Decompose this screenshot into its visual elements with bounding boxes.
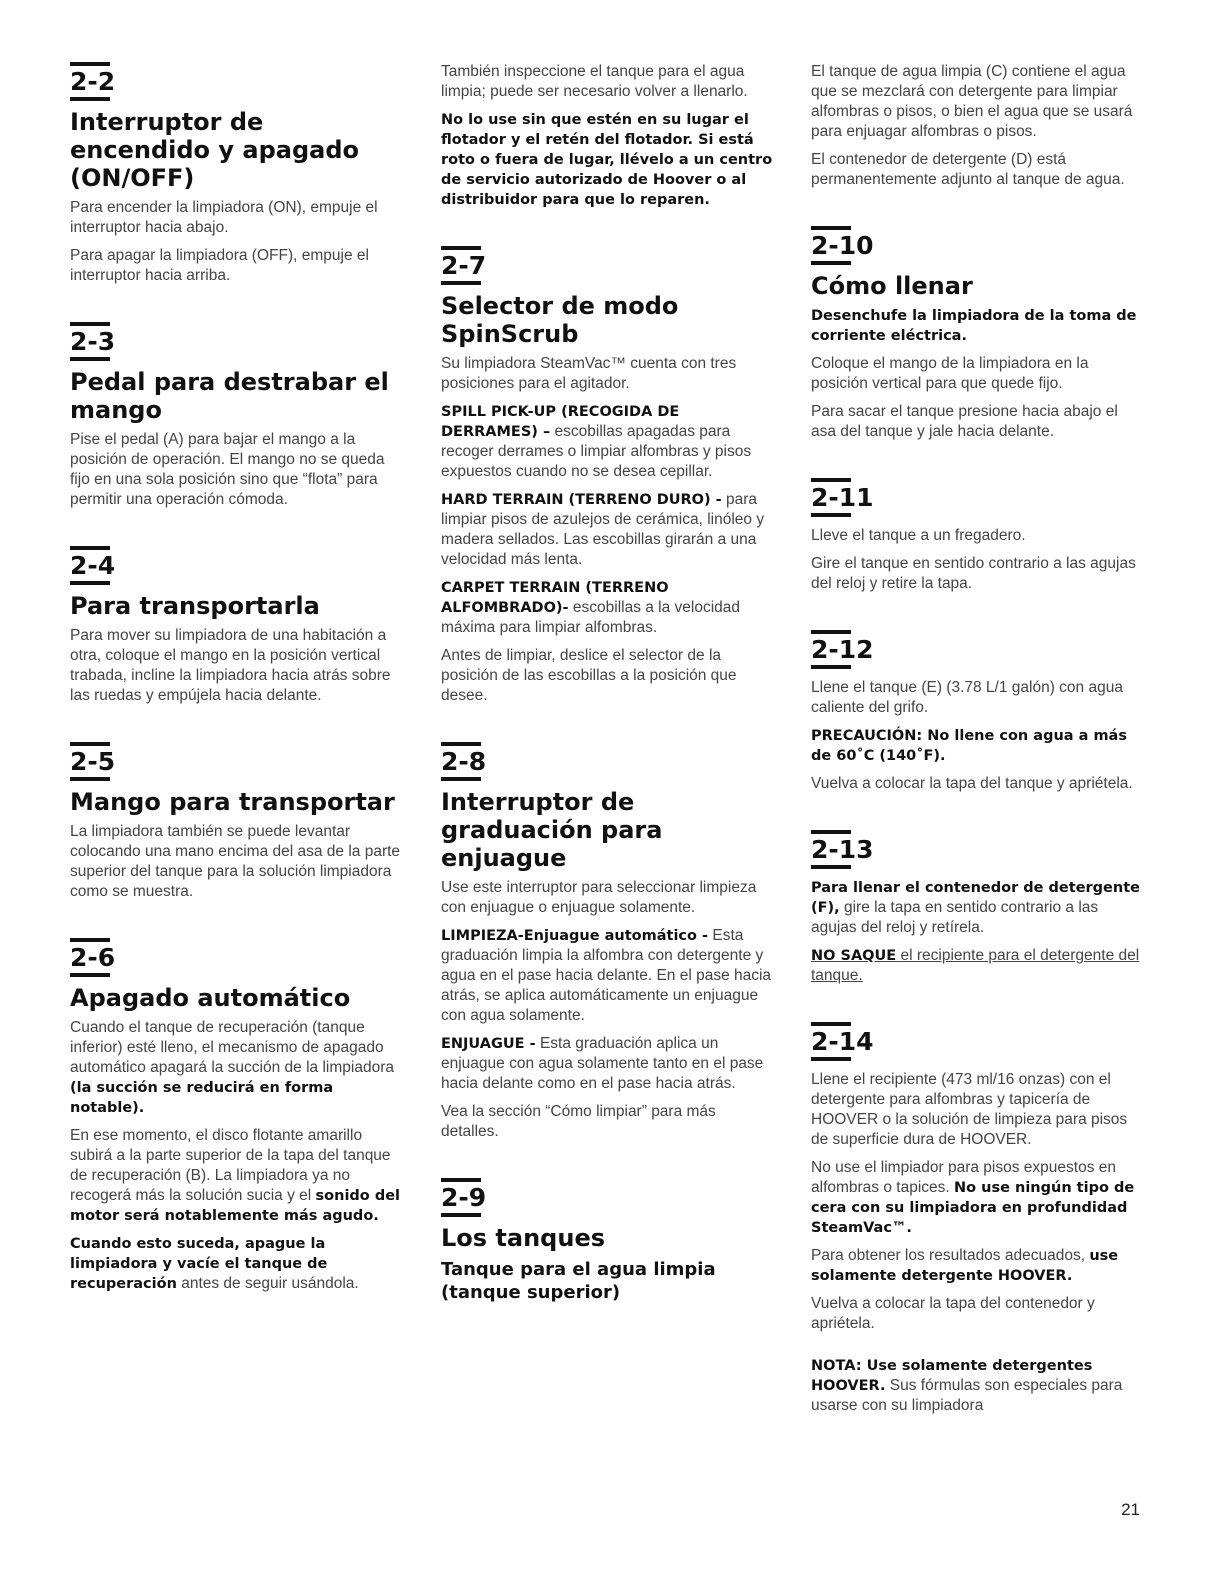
text-run: el recipiente para el detergente del tanque. bbox=[811, 947, 1140, 984]
column-3 bbox=[811, 62, 1147, 1424]
column-1 bbox=[70, 62, 406, 1302]
paragraph: Para encender la limpiadora (ON), empuje el interruptor hacia abajo. bbox=[70, 199, 378, 236]
paragraph bbox=[70, 1126, 406, 1226]
paragraph: También inspeccione el tanque para el agua limpia; puede ser necesario volver a llenarlo. bbox=[441, 63, 748, 100]
paragraph: Vuelva a colocar la tapa del tanque y apriétela. bbox=[811, 775, 1133, 792]
section-2-5 bbox=[70, 742, 406, 902]
text-run: antes de seguir usándola. bbox=[176, 1275, 359, 1292]
bold-text: NOTA: Use solamente detergentes HOOVER. bbox=[811, 1358, 1093, 1394]
paragraph bbox=[70, 1018, 406, 1118]
paragraph: Coloque el mango de la limpiadora en la posición vertical para que quede fijo. bbox=[811, 355, 1089, 392]
bold-text: CARPET TERRAIN (TERRENO ALFOMBRADO)- bbox=[441, 580, 669, 616]
section-title: Cómo llenar bbox=[811, 272, 973, 300]
text-run: No use el limpiador para pisos expuestos en alfombras o tapices. bbox=[811, 1159, 1117, 1196]
section-number: 2-5 bbox=[70, 742, 115, 776]
column-2 bbox=[441, 62, 777, 1304]
text-run: Esta graduación limpia la alfombra con detergente y agua en el pase hacia delante. En el pase hacia atrás, se aplica automáticamente un enjuague con agua solamente. bbox=[441, 927, 772, 1024]
text-run: Esta graduación aplica un enjuague con agua solamente tanto en el pase hacia delante como en el pase hacia atrás. bbox=[441, 1035, 764, 1092]
bold-text: LIMPIEZA-Enjuague automático - bbox=[441, 928, 709, 944]
tank-inspection-intro bbox=[441, 62, 777, 210]
section-2-3 bbox=[70, 322, 406, 510]
bold-text: (la succión se reducirá en forma notable). bbox=[70, 1080, 334, 1116]
text-run: para limpiar pisos de azulejos de cerámica, linóleo y madera sellados. Las escobillas girarán a una velocidad más lenta. bbox=[441, 491, 765, 568]
bold-text: ENJUAGUE - bbox=[441, 1036, 536, 1052]
section-2-14 bbox=[811, 1022, 1147, 1416]
paragraph bbox=[811, 946, 1147, 986]
bold-text: Para llenar el contenedor de detergente (F), bbox=[811, 880, 1140, 916]
bold-text: SPILL PICK-UP (RECOGIDA DE DERRAMES) – bbox=[441, 404, 680, 440]
text-run: En ese momento, el disco flotante amarillo subirá a la parte superior de la tapa del tanque de recuperación (B). La limpiadora ya no recogerá más la solución sucia y el bbox=[70, 1127, 391, 1204]
page-number: 21 bbox=[1121, 1500, 1140, 1519]
paragraph: Pise el pedal (A) para bajar el mango a la posición de operación. El mango no se queda fijo en una sola posición sino que “flota” para permitir una operación cómoda. bbox=[70, 431, 385, 508]
paragraph: Llene el recipiente (473 ml/16 onzas) con el detergente para alfombras y tapicería de HOOVER o la solución de limpieza para pisos de superficie dura de HOOVER. bbox=[811, 1071, 1128, 1148]
section-2-11 bbox=[811, 478, 1147, 594]
section-number: 2-2 bbox=[70, 62, 115, 96]
paragraph: Para apagar la limpiadora (OFF), empuje el interruptor hacia arriba. bbox=[70, 247, 369, 284]
paragraph: Use este interruptor para seleccionar limpieza con enjuague o enjuague solamente. bbox=[441, 879, 757, 916]
section-number: 2-6 bbox=[70, 938, 115, 972]
section-2-12 bbox=[811, 630, 1147, 794]
text-run: Para obtener los resultados adecuados, bbox=[811, 1247, 1090, 1264]
section-number: 2-4 bbox=[70, 546, 115, 580]
note-paragraph bbox=[811, 1356, 1147, 1416]
paragraph: Su limpiadora SteamVac™ cuenta con tres posiciones para el agitador. bbox=[441, 355, 737, 392]
section-subtitle: Tanque para el agua limpia (tanque superior) bbox=[441, 1259, 716, 1303]
text-run: Cuando el tanque de recuperación (tanque inferior) esté lleno, el mecanismo de apagado automático apagará la succión de la limpiadora bbox=[70, 1019, 394, 1076]
paragraph bbox=[811, 1158, 1147, 1238]
section-title: Mango para transportar bbox=[70, 788, 395, 816]
paragraph bbox=[441, 926, 777, 1026]
warning-paragraph: No lo use sin que estén en su lugar el flotador y el retén del flotador. Si está roto o fuera de lugar, llévelo a un centro de servicio autorizado de Hoover o al distribuidor para que lo reparen. bbox=[441, 112, 773, 208]
paragraph bbox=[441, 1034, 777, 1094]
paragraph: Para sacar el tanque presione hacia abajo el asa del tanque y jale hacia delante. bbox=[811, 403, 1118, 440]
paragraph bbox=[70, 1234, 406, 1294]
bold-text: NO SAQUE bbox=[811, 948, 897, 964]
paragraph bbox=[441, 490, 777, 570]
section-number: 2-9 bbox=[441, 1178, 486, 1212]
paragraph: El tanque de agua limpia (C) contiene el agua que se mezclará con detergente para limpiar alfombras o pisos, o bien el agua que se usará para enjuagar alfombras o pisos. bbox=[811, 63, 1133, 140]
section-number: 2-8 bbox=[441, 742, 486, 776]
text-run: gire la tapa en sentido contrario a las agujas del reloj y retírela. bbox=[811, 899, 1099, 936]
section-number: 2-13 bbox=[811, 830, 874, 864]
section-2-13 bbox=[811, 830, 1147, 986]
paragraph: La limpiadora también se puede levantar colocando una mano encima del asa de la parte superior del tanque para la solución limpiadora como se muestra. bbox=[70, 823, 401, 900]
bold-text: sonido del motor será notablemente más agudo. bbox=[70, 1188, 401, 1224]
section-2-6 bbox=[70, 938, 406, 1294]
paragraph bbox=[441, 402, 777, 482]
paragraph: Vea la sección “Cómo limpiar” para más detalles. bbox=[441, 1103, 716, 1140]
paragraph: Gire el tanque en sentido contrario a las agujas del reloj y retire la tapa. bbox=[811, 555, 1136, 592]
clean-water-tank-intro bbox=[811, 62, 1147, 190]
bold-paragraph: Desenchufe la limpiadora de la toma de corriente eléctrica. bbox=[811, 308, 1137, 344]
paragraph bbox=[811, 878, 1147, 938]
paragraph bbox=[441, 578, 777, 638]
paragraph: Vuelva a colocar la tapa del contenedor y apriételа. bbox=[811, 1295, 1095, 1332]
section-number: 2-12 bbox=[811, 630, 874, 664]
section-number: 2-3 bbox=[70, 322, 115, 356]
section-2-8 bbox=[441, 742, 777, 1142]
text-run: escobillas a la velocidad máxima para limpiar alfombras. bbox=[441, 599, 741, 636]
section-2-9 bbox=[441, 1178, 777, 1304]
paragraph bbox=[811, 1246, 1147, 1286]
paragraph: Antes de limpiar, deslice el selector de la posición de las escobillas a la posición que desee. bbox=[441, 647, 737, 704]
paragraph: Llene el tanque (E) (3.78 L/1 galón) con agua caliente del grifo. bbox=[811, 679, 1123, 716]
section-number: 2-11 bbox=[811, 478, 874, 512]
section-2-7 bbox=[441, 246, 777, 706]
section-title: Apagado automático bbox=[70, 984, 351, 1012]
section-title: Selector de modo SpinScrub bbox=[441, 292, 679, 348]
bold-text: No use ningún tipo de cera con su limpiadora en profundidad SteamVac™. bbox=[811, 1180, 1135, 1236]
caution-paragraph: PRECAUCIÓN: No llene con agua a más de 60˚C (140˚F). bbox=[811, 728, 1127, 764]
section-title: Interruptor de encendido y apagado (ON/OFF) bbox=[70, 108, 359, 192]
bold-text: Cuando esto suceda, apague la limpiadora y vacíe el tanque de recuperación bbox=[70, 1236, 328, 1292]
bold-text: HARD TERRAIN (TERRENO DURO) - bbox=[441, 492, 722, 508]
text-run: Sus fórmulas son especiales para usarse con su limpiadora bbox=[811, 1377, 1123, 1414]
section-title: Interruptor de graduación para enjuague bbox=[441, 788, 663, 872]
paragraph: Para mover su limpiadora de una habitación a otra, coloque el mango en la posición vertical trabada, incline la limpiadora hacia atrás sobre las ruedas y empújela hacia delante. bbox=[70, 627, 391, 704]
section-title: Pedal para destrabar el mango bbox=[70, 368, 389, 424]
paragraph: El contenedor de detergente (D) está permanentemente adjunto al tanque de agua. bbox=[811, 151, 1125, 188]
section-title: Para transportarla bbox=[70, 592, 320, 620]
text-run: escobillas apagadas para recoger derrames o limpiar alfombras y pisos expuestos cuando no se desea cepillar. bbox=[441, 423, 752, 480]
section-number: 2-10 bbox=[811, 226, 874, 260]
section-2-4 bbox=[70, 546, 406, 706]
section-2-10 bbox=[811, 226, 1147, 442]
section-title: Los tanques bbox=[441, 1224, 606, 1252]
paragraph: Lleve el tanque a un fregadero. bbox=[811, 527, 1026, 544]
section-2-2 bbox=[70, 62, 406, 286]
bold-text: use solamente detergente HOOVER. bbox=[811, 1248, 1119, 1284]
section-number: 2-7 bbox=[441, 246, 486, 280]
section-number: 2-14 bbox=[811, 1022, 874, 1056]
